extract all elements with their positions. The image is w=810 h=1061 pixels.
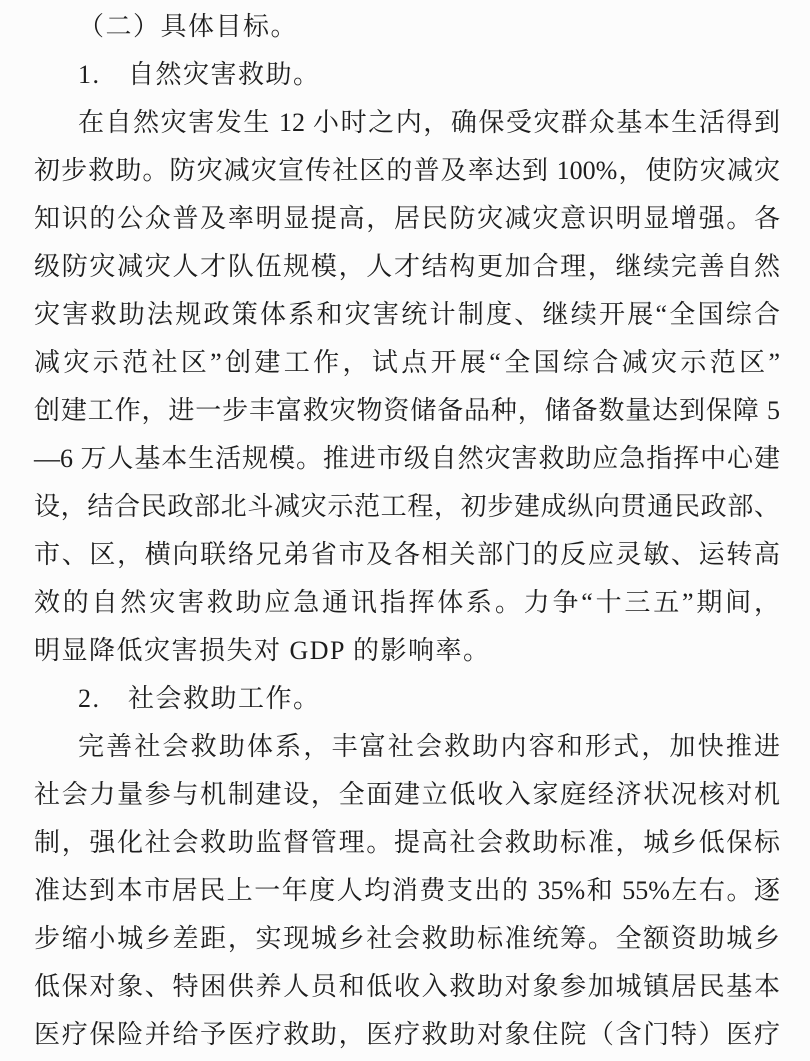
body-line: 效的自然灾害救助应急通讯指挥体系。力争“十三五”期间， [34,588,780,617]
body-line: 级防灾减灾人才队伍规模，人才结构更加合理，继续完善自然 [34,252,780,281]
body-line: 知识的公众普及率明显提高，居民防灾减灾意识明显增强。各 [34,204,780,233]
section-heading: （二）具体目标。 [78,12,299,41]
item-heading: 2. 社会救助工作。 [78,684,321,713]
body-line: 减灾示范社区”创建工作，试点开展“全国综合减灾示范区” [34,348,780,377]
body-line: 步缩小城乡差距，实现城乡社会救助标准统筹。全额资助城乡 [34,924,780,953]
body-line: 设，结合民政部北斗减灾示范工程，初步建成纵向贯通民政部、 [34,492,780,521]
body-line: 低保对象、特困供养人员和低收入救助对象参加城镇居民基本 [34,972,780,1001]
body-line: 在自然灾害发生 12 小时之内，确保受灾群众基本生活得到 [78,108,780,137]
document-text-block [34,3,780,1059]
body-line: 初步救助。防灾减灾宣传社区的普及率达到 100%，使防灾减灾 [34,156,780,185]
body-line: 完善社会救助体系，丰富社会救助内容和形式，加快推进 [78,732,780,761]
body-line: 准达到本市居民上一年度人均消费支出的 35%和 55%左右。逐 [34,876,780,905]
body-line: 明显降低灾害损失对 GDP 的影响率。 [34,636,491,665]
body-line: —6 万人基本生活规模。推进市级自然灾害救助应急指挥中心建 [34,444,780,473]
body-line: 社会力量参与机制建设，全面建立低收入家庭经济状况核对机 [34,780,780,809]
item-heading: 1. 自然灾害救助。 [78,60,321,89]
body-line: 医疗保险并给予医疗救助，医疗救助对象住院（含门特）医疗 [34,1020,780,1049]
body-line: 灾害救助法规政策体系和灾害统计制度、继续开展“全国综合 [34,300,780,329]
body-line: 制，强化社会救助监督管理。提高社会救助标准，城乡低保标 [34,828,780,857]
body-line: 创建工作，进一步丰富救灾物资储备品种，储备数量达到保障 5 [34,396,780,425]
body-line: 市、区，横向联络兄弟省市及各相关部门的反应灵敏、运转高 [34,540,780,569]
